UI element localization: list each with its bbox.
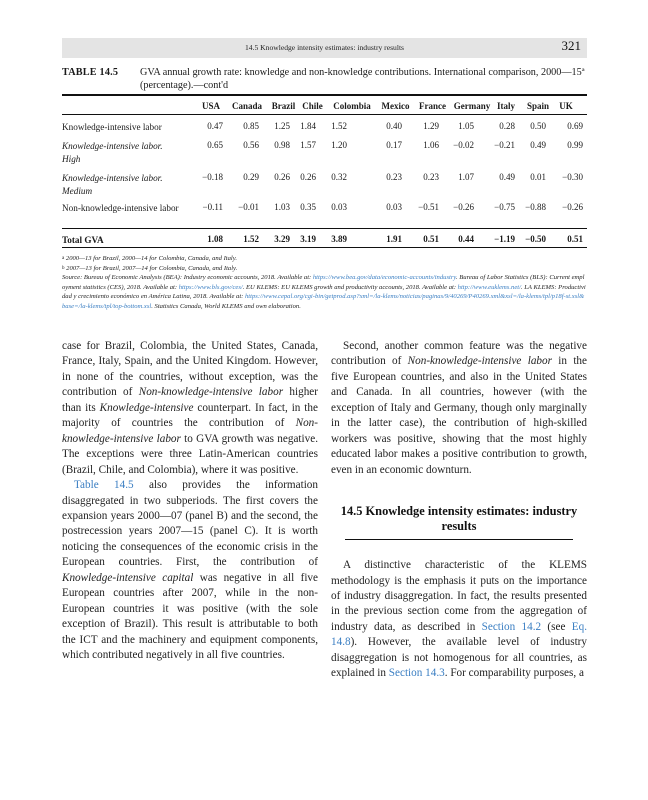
table-cell: −0.26 [562, 202, 583, 212]
table-cell: 0.32 [331, 172, 347, 182]
table-cell: 0.35 [300, 202, 316, 212]
table-cell: −0.88 [525, 202, 546, 212]
table-link[interactable]: Table 14.5 [74, 479, 134, 492]
note-b: $^b$ 2007—13 for Brazil, 2007—14 for Colombia, Canada, and Italy. [62, 264, 238, 272]
col-header: Colombia [333, 101, 371, 111]
col-header: Brazil [271, 101, 296, 111]
table-cell: 1.20 [331, 140, 347, 150]
table-cell: 3.19 [300, 234, 316, 244]
table-cell: −1.19 [494, 234, 515, 244]
table-total-rule [62, 228, 587, 229]
table-cell: 0.40 [386, 121, 402, 131]
table-cell: −0.01 [238, 202, 259, 212]
col-header: Canada [231, 101, 262, 111]
link-laklems[interactable]: https://www.cepal.org/cgi-bin/getprod.asp?xml=/la-klems/noticias/paginas/9/40269/P40269.xml&xsl=/la-klems/tpl/p18f-st.xsl&base=/la-klems/tpl/top-bottom.xsl [62, 293, 585, 310]
table-cell: 1.05 [458, 121, 474, 131]
table-cell: 3.29 [274, 234, 290, 244]
note-a: $^a$ 2000—13 for Brazil, 2000—14 for Colombia, Canada, and Italy. [62, 255, 237, 262]
table-cell: −0.30 [562, 172, 583, 182]
col-header: Spain [526, 101, 550, 111]
table-caption: GVA annual growth rate: knowledge and non-knowledge contributions. International comparison, 2000—15ª (percentage).—cont'd [140, 67, 585, 91]
table-cell: 0.69 [567, 121, 583, 131]
col-header: Mexico [381, 101, 410, 111]
table-cell: 0.47 [207, 121, 223, 131]
table-cell: 0.65 [207, 140, 223, 150]
table-cell: 1.52 [243, 234, 259, 244]
table-label: TABLE 14.5 [62, 67, 119, 78]
table-cell: 1.57 [300, 140, 316, 150]
link-euklems[interactable]: http://www.euklems.net/ [457, 283, 521, 291]
left-column [62, 339, 318, 664]
table-cell: 0.23 [423, 172, 439, 182]
running-title: 14.5 Knowledge intensity estimates: industry results [244, 43, 405, 52]
table-cell: 0.44 [458, 234, 474, 244]
table-cell: 0.01 [530, 172, 546, 182]
table-cell: −0.21 [494, 140, 515, 150]
table-cell: 1.03 [274, 202, 290, 212]
table-cell: 0.85 [243, 121, 259, 131]
table-cell: 0.49 [499, 172, 515, 182]
table-cell: 0.98 [274, 140, 290, 150]
table-cell: 1.25 [274, 121, 290, 131]
right-column [331, 339, 587, 682]
table-cell: 1.06 [423, 140, 439, 150]
table-cell: −0.02 [453, 140, 474, 150]
table-cell: 0.28 [499, 121, 515, 131]
table-cell: 0.03 [331, 202, 347, 212]
table-cell: 0.99 [567, 140, 583, 150]
section-link[interactable]: Section 14.3 [388, 667, 445, 680]
table-cell: −0.26 [453, 202, 474, 212]
table-cell: 1.52 [331, 121, 347, 131]
table-cell: 0.51 [567, 234, 583, 244]
table-cell: 0.51 [423, 234, 439, 244]
table-cell: 0.26 [300, 172, 316, 182]
table-cell: 0.26 [274, 172, 290, 182]
table-cell: 3.89 [331, 234, 347, 244]
table-cell: −0.75 [494, 202, 515, 212]
table-cell: −0.51 [418, 202, 439, 212]
table-cell: 1.08 [207, 234, 223, 244]
col-header: UK [559, 101, 573, 111]
section-link[interactable]: Section 14.2 [481, 620, 542, 633]
row-label: Knowledge-intensive labor. Medium [62, 173, 163, 196]
table-bottom-rule [62, 247, 587, 248]
section-heading: 14.5 Knowledge intensity estimates: industry results [340, 504, 578, 534]
table-cell: 1.84 [300, 121, 316, 131]
table-cell: 0.03 [386, 202, 402, 212]
paragraph: Second, another common feature was the negative contribution of Non-knowledge-intensive labor in the five European countries, and also in the United States and Canada. In all countries, however (with the exception of Italy and Germany, though only marginally in the latter case), the contribution of high-skilled workers was positive, showing that the most highly educated labor makes a positive contribution to growth, even in an economic downturn. [331, 340, 587, 476]
table-cell: −0.18 [202, 172, 223, 182]
table-cell: 1.91 [386, 234, 402, 244]
table-notes [62, 254, 587, 312]
table-cell: 1.07 [458, 172, 474, 182]
table-cell: 0.56 [243, 140, 259, 150]
page-number: 321 [561, 38, 581, 53]
table-cell: 0.17 [386, 140, 402, 150]
link-bls[interactable]: https://www.bls.gov/ces/ [178, 283, 243, 291]
row-label: Non-knowledge-intensive labor [62, 203, 179, 213]
table-header-rule [62, 114, 587, 115]
link-bea[interactable]: https://www.bea.gov/data/economic-accounts/industry [312, 274, 456, 282]
table-cell: 0.49 [530, 140, 546, 150]
source-note: Source: Bureau of Economic Analysis (BEA): Industry economic accounts, 2018. Available at: https://www.bea.gov/data/economic-accounts/industry. Bureau of Labor Statistics (BLS): Current employment statistics (CES), 2018. Available at: https://www.bls.gov/ces/. EU KLEMS: EU KLEMS growth and productivity accounts, 2018. Available at: http://www.euklems.net/. LA KLEMS: Productividad y crecimiento económico en América Latina, 2018. Available at: https://www.cepal.org/cgi-bin/getprod.asp?xml=/la-klems/noticias/paginas/9/40269/P40269.xml&xsl=/la-klems/tpl/p18f-st.xsl&base=/la-klems/tpl/top-bottom.xsl. Statistics Canada, World KLEMS and own elaboration. [62, 274, 586, 310]
row-label: Knowledge-intensive labor [62, 122, 162, 132]
col-header: Germany [453, 101, 491, 111]
paragraph: A distinctive characteristic of the KLEMS methodology is the emphasis it puts on the importance of industry disaggregation. In fact, the results presented in the previous section come from the aggregation of industry data, as described in Section 14.2 (see Eq. 14.8). However, the available level of industry disaggregation is not homogenous for all countries, as explained in Section 14.3. For comparability purposes, a [331, 559, 587, 680]
row-label: Total GVA [62, 235, 104, 245]
paragraph: Table 14.5 also provides the information disaggregated in two subperiods. The first covers the expansion years 2000—07 (panel B) and the second, the postrecession years 2007—15 (panel C). It is worth noticing the consequences of the economic crisis in the European countries. First, the contribution of Knowledge-intensive capital was negative in all five European countries after 2007, while in the non-European countries it was positive (with the sole exception of Brazil). This result is attributable to both the ICT and the machinery and equipment components, which contributed negatively in all five countries. [62, 479, 318, 662]
table-cell: 1.29 [423, 121, 439, 131]
col-header: Italy [497, 101, 515, 111]
col-header: USA [201, 101, 220, 111]
equation-link[interactable]: Eq. 14.8 [331, 620, 587, 649]
table-cell: 0.50 [530, 121, 546, 131]
paragraph: case for Brazil, Colombia, the United States, Canada, France, Italy, Spain, and the United Kingdom. However, in none of the countries, without exception, was the contribution of Non-knowledge-intensive labor higher than its Knowledge-intensive counterpart. In fact, in the majority of countries the contribution of Non-knowledge-intensive labor to GVA growth was negative. The exceptions were three Latin-American countries (Brazil, Chile, and Colombia), where it was positive. [62, 340, 318, 476]
table-cell: 0.23 [386, 172, 402, 182]
table-top-rule [62, 94, 587, 96]
table-cell: −0.50 [525, 234, 546, 244]
table-cell: 0.29 [243, 172, 259, 182]
running-header [62, 38, 587, 58]
col-header: Chile [302, 101, 323, 111]
col-header: France [419, 101, 446, 111]
row-label: Knowledge-intensive labor. High [62, 141, 163, 164]
table-cell: −0.11 [202, 202, 223, 212]
